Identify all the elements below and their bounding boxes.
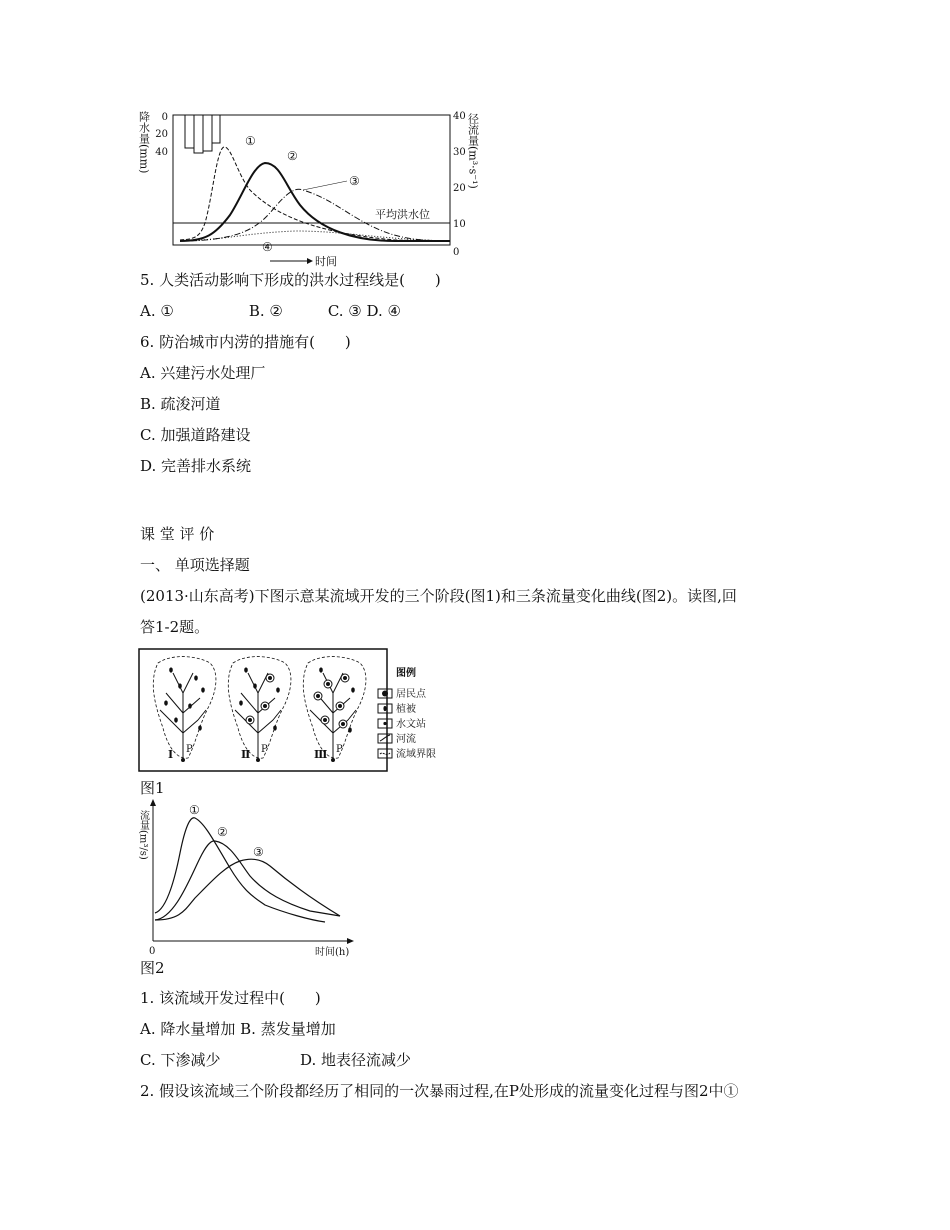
- svg-text:流域界限: 流域界限: [396, 749, 436, 760]
- fig1-caption: 图1: [140, 779, 165, 797]
- svg-text:②: ②: [287, 149, 298, 163]
- svg-text:0: 0: [453, 247, 460, 258]
- curve-4: [180, 231, 450, 241]
- svg-text:0: 0: [161, 112, 168, 123]
- legend-boundary-icon: [378, 749, 392, 758]
- flood-hydrograph-figure: [135, 105, 480, 270]
- q2-stem: 2. 假设该流域三个阶段都经历了相同的一次暴雨过程,在P处形成的流量变化过程与图2中①: [140, 1082, 739, 1100]
- svg-text:居民点: 居民点: [396, 689, 426, 700]
- mean-flood-label: 平均洪水位: [375, 208, 430, 221]
- svg-text:Ⅱ: Ⅱ: [241, 748, 251, 761]
- svg-text:③: ③: [253, 845, 264, 859]
- svg-text:Ⅰ: Ⅰ: [168, 748, 174, 761]
- q1-stem: 1. 该流域开发过程中( ): [140, 989, 321, 1007]
- basin-stage-3: [303, 657, 366, 762]
- svg-text:②: ②: [217, 825, 228, 839]
- svg-text:①: ①: [245, 134, 256, 148]
- right-axis-label: 径流量(m³·s⁻¹): [466, 113, 480, 189]
- legend-river-icon: [378, 734, 392, 743]
- svg-text:P: P: [336, 744, 343, 755]
- q5-options: A. ① B. ② C. ③ D. ④: [140, 302, 401, 320]
- svg-text:④: ④: [262, 240, 273, 254]
- q1-options-row-1: A. 降水量增加 B. 蒸发量增加: [140, 1020, 336, 1038]
- flow-curves-figure: [135, 798, 360, 960]
- svg-text:10: 10: [453, 219, 466, 230]
- svg-text:40: 40: [453, 111, 466, 122]
- q1-option-c: C. 下渗减少: [140, 1051, 221, 1069]
- svg-text:水文站: 水文站: [396, 719, 426, 730]
- q6-option-a: A. 兴建污水处理厂: [140, 364, 266, 382]
- svg-text:20: 20: [453, 183, 466, 194]
- fig2-xlabel: 时间(h): [315, 947, 350, 958]
- q6-option-c: C. 加强道路建设: [140, 426, 251, 444]
- left-ticks: [155, 112, 168, 158]
- fig2-ylabel: 流量(m³/s): [137, 810, 149, 860]
- basin-stage-2: [228, 657, 291, 762]
- basin-stages-figure: [138, 648, 450, 776]
- curve-1: [180, 147, 435, 241]
- fig2-origin: 0: [149, 946, 156, 957]
- svg-text:图例: 图例: [396, 668, 416, 679]
- left-axis-label: 降水量(mm): [137, 111, 151, 174]
- curve-3-leader: [303, 181, 347, 190]
- right-ticks: [453, 111, 466, 258]
- fig2-curve-labels: [189, 803, 264, 859]
- legend-settlement-icon: [378, 689, 392, 698]
- fig2-curve-2: [155, 841, 340, 920]
- svg-text:植被: 植被: [396, 704, 416, 715]
- intro-line-1: (2013·山东高考)下图示意某流域开发的三个阶段(图1)和三条流量变化曲线(图2)。读图,回: [140, 587, 737, 605]
- fig2-caption: 图2: [140, 959, 165, 977]
- svg-text:P: P: [261, 744, 268, 755]
- section-title: 课 堂 评 价: [140, 525, 215, 543]
- q5-stem: 5. 人类活动影响下形成的洪水过程线是( ): [140, 271, 441, 289]
- legend-vegetation-icon: [378, 704, 392, 713]
- section-subtitle: 一、 单项选择题: [140, 556, 250, 574]
- curve-2: [180, 163, 450, 241]
- q6-option-d: D. 完善排水系统: [140, 457, 252, 475]
- svg-text:40: 40: [155, 147, 168, 158]
- q6-stem: 6. 防治城市内涝的措施有( ): [140, 333, 351, 351]
- rainfall-bars: [185, 115, 220, 153]
- svg-text:河流: 河流: [396, 734, 416, 745]
- q6-option-b: B. 疏浚河道: [140, 395, 221, 413]
- svg-text:Ⅲ: Ⅲ: [314, 748, 328, 761]
- svg-text:③: ③: [349, 174, 360, 188]
- curve-labels: [245, 134, 360, 254]
- intro-line-2: 答1-2题。: [140, 618, 210, 636]
- svg-text:30: 30: [453, 147, 466, 158]
- legend-station-icon: [378, 719, 392, 728]
- basin-stage-1: [153, 657, 216, 762]
- svg-text:20: 20: [155, 129, 168, 140]
- svg-text:①: ①: [189, 803, 200, 817]
- time-label: 时间: [315, 255, 337, 268]
- svg-text:P: P: [186, 744, 193, 755]
- fig2-curve-1: [155, 818, 325, 922]
- q1-option-d: D. 地表径流减少: [300, 1051, 412, 1069]
